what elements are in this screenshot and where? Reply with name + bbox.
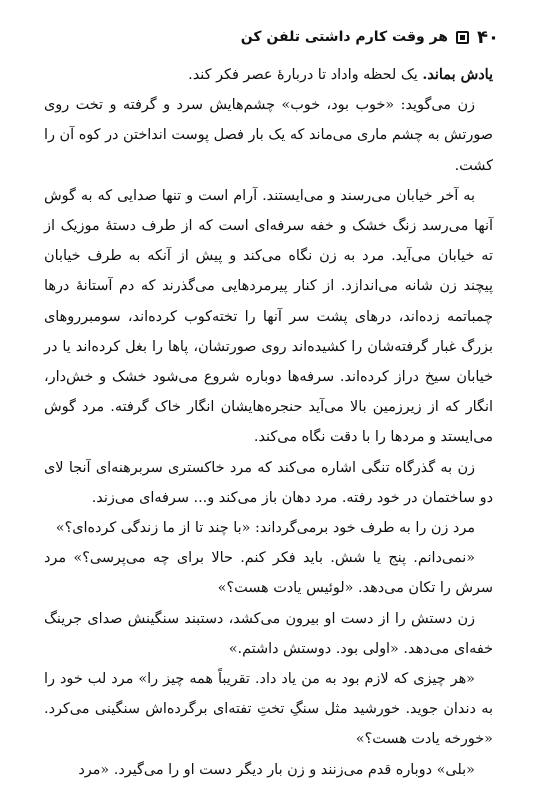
paragraph: [44, 60, 493, 90]
paragraph: [44, 543, 493, 603]
paragraph: [44, 664, 493, 755]
body-text: [44, 60, 493, 785]
paragraph: [44, 604, 493, 664]
paragraph-text: یک لحظه واداد تا دربارهٔ عصر فکر کند.: [188, 67, 423, 83]
paragraph: [44, 90, 493, 181]
paragraph: [44, 181, 493, 453]
page-number: ۴۰: [477, 26, 499, 48]
paragraph-text: به آخر خیابان می‌رسند و می‌ایستند. آرام است و تنها صدایی که به گوش آنها می‌رسد زنگ خشک و خفه سرفه‌ای است که از طرف دستهٔ موزیک از ته خیابان می‌آید. مرد به زن نگاه می‌کند و پیش از آنکه به طرف خیابان پیچند زن شانه می‌اندازد. از کنار پیرمردهایی می‌گذرند که دم آستانهٔ درها چمباتمه زده‌اند، درهای پشت سر آنها را تخته‌کوب کرده‌اند، سومبرروهای بزرگ غبار گرفته‌شان را کشیده‌اند روی صورتشان، پاها را بغل کرده‌اند یا در خیابان سیخ دراز کرده‌اند. سرفه‌ها دوباره شروع می‌شود خشک و خش‌دار، انگار که از زیرزمین بالا می‌آید حنجره‌هایشان انگار خاک گرفته. مرد گوش می‌ایستد و مردها را با دقت نگاه می‌کند.: [44, 187, 493, 446]
paragraph-lead: یادش بماند.: [422, 66, 493, 83]
paragraph-text: «هر چیزی که لازم بود به من یاد داد. تقریباً همه چیز را» مرد لب خود را به دندان جوید. خورشید مثل سنگِ تختِ تفته‌ای برگرده‌اش سنگینی می‌کرد. «خورخه یادت هست؟»: [44, 671, 493, 748]
paragraph: [44, 453, 493, 513]
paragraph: [44, 513, 493, 543]
page-header: [44, 22, 499, 52]
paragraph-text: «نمی‌دانم. پنج یا شش. باید فکر کنم. حالا برای چه می‌پرسی؟» مرد سرش را تکان می‌دهد. «لوئیس یادت هست؟»: [44, 550, 493, 597]
paragraph-text: زن می‌گوید: «خوب بود، خوب» چشم‌هایش سرد و گرفته و تخت روی صورتش به چشم ماری می‌ماند که یک بار فصل پوست انداختن در کوه آن را کشت.: [44, 97, 493, 174]
square-ornament-icon: [456, 31, 469, 44]
paragraph-text: زن به گذرگاه تنگی اشاره می‌کند که مرد خاکستری سربرهنه‌ای آنجا لای دو ساختمان در خود رفته. مرد دهان باز می‌کند و... سرفه‌ای می‌زند.: [44, 459, 493, 506]
running-title: هر وقت کارم داشتی تلفن کن: [240, 29, 449, 45]
paragraph-text: مرد زن را به طرف خود برمی‌گرداند: «با چند تا از ما زندگی کرده‌ای؟»: [55, 520, 475, 537]
paragraph-text: «بلی» دوباره قدم می‌زنند و زن بار دیگر دست او را می‌گیرد. «مرد: [78, 761, 475, 778]
paragraph: [44, 755, 493, 785]
paragraph-text: زن دستش را از دست او بیرون می‌کشد، دستبند سنگینش صدای جرینگ خفه‌ای می‌دهد. «اولی بود. دوستش داشتم.»: [44, 610, 493, 657]
